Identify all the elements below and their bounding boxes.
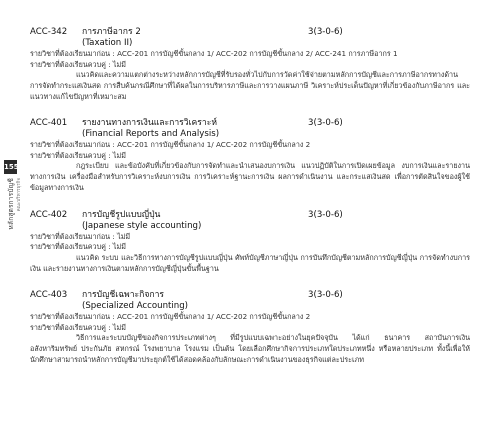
course-corequisite: รายวิชาที่ต้องเรียนควบคู่ : ไม่มี — [30, 150, 127, 160]
course-code: ACC-403 — [30, 290, 68, 301]
course-description: วิธีการและระบบบัญชีของกิจการประเภทต่างๆ ที่มีรูปแบบเฉพาะอย่างในยุคปัจจุบัน ได้แก่ ธนาคาร สถาบันการเงิน อสังหาริมทรัพย์ ประกันภัย สหกรณ์ โรงพยาบาล โรงแรม เป็นต้น โดยเลือกศึกษากิจการประเภทใดประเภทหนึ่ง หรือหลายประเภท ทั้งนี้เพื่อให้นักศึกษาสามารถนำหลักการบัญชีมาประยุกต์ใช้ได้สอดคล้องกับลักษณะการดำเนินงานของธุรกิจแต่ละประเภท — [30, 333, 470, 364]
course-title-english: (Specialized Accounting) — [82, 301, 189, 312]
course-entry — [30, 210, 470, 275]
course-prerequisite: รายวิชาที่ต้องเรียนมาก่อน : ACC-201 การบัญชีขั้นกลาง 1/ ACC-202 การบัญชีขั้นกลาง 2 — [30, 312, 311, 322]
course-credits: 3(3-0-6) — [308, 118, 343, 129]
course-header — [30, 27, 470, 38]
course-header — [30, 118, 470, 129]
course-corequisite: รายวิชาที่ต้องเรียนควบคู่ : ไม่มี — [30, 242, 127, 252]
course-prerequisite: รายวิชาที่ต้องเรียนมาก่อน : ไม่มี — [30, 231, 131, 241]
course-title-english: (Financial Reports and Analysis) — [82, 129, 220, 140]
course-header — [30, 290, 470, 301]
course-credits: 3(3-0-6) — [308, 27, 343, 37]
course-title-thai: การภาษีอากร 2 — [82, 27, 141, 37]
course-description: แนวคิดและความแตกต่างระหว่างหลักการบัญชีที่รับรองทั่วไปกับการวัดค่าใช้จ่ายตามหลักการบัญชีและการภาษีอากรทางด้านการจัดทำกระแสเงินสด การสืบค้นกรณีศึกษาที่ได้ผลในการบริหารภาษีและการวางแผนภาษี วิเคราะห์ประเด็นปัญหาที่เกี่ยวข้องกับภาษีอากร และแนวทางแก้ไขปัญหาที่เหมาะสม — [30, 70, 470, 101]
course-corequisite: รายวิชาที่ต้องเรียนควบคู่ : ไม่มี — [30, 59, 127, 69]
course-title-thai: การบัญชีรูปแบบญี่ปุ่น — [82, 209, 161, 220]
course-credits: 3(3-0-6) — [308, 209, 343, 220]
course-code: ACC-342 — [30, 27, 68, 37]
course-list — [30, 27, 470, 382]
page-number: 155 — [4, 160, 17, 174]
course-credits: 3(3-0-6) — [308, 290, 343, 301]
course-header — [30, 210, 470, 221]
course-entry — [30, 118, 470, 193]
side-section-sublabel: คณะบริหารธุรกิจ — [17, 178, 22, 212]
course-title-english: (Taxation II) — [82, 38, 133, 48]
side-section-label: หลักสูตรการบัญชี — [6, 178, 15, 230]
course-prerequisite: รายวิชาที่ต้องเรียนมาก่อน : ACC-201 การบัญชีขั้นกลาง 1/ ACC-202 การบัญชีขั้นกลาง 2 — [30, 140, 311, 150]
course-title-english: (Japanese style accounting) — [82, 220, 202, 231]
course-title-thai: รายงานทางการเงินและการวิเคราะห์ — [82, 118, 218, 129]
course-prerequisite: รายวิชาที่ต้องเรียนมาก่อน : ACC-201 การบัญชีขั้นกลาง 1/ ACC-202 การบัญชีขั้นกลาง 2/ ACC-241 การภาษีอากร 1 — [30, 49, 398, 58]
course-code: ACC-401 — [30, 118, 68, 129]
course-description: แนวคิด ระบบ และวิธีการทางการบัญชีรูปแบบญี่ปุ่น ศัพท์บัญชีภาษาญี่ปุ่น การบันทึกบัญชีตามหลักการบัญชีญี่ปุ่น การจัดทำงบการเงิน และรายงานทางการเงินตามหลักการบัญชีญี่ปุ่นขั้นพื้นฐาน — [30, 252, 470, 273]
course-entry — [30, 27, 470, 102]
course-entry — [30, 290, 470, 365]
course-code: ACC-402 — [30, 209, 68, 220]
course-description: กฎระเบียบ และข้อบังคับที่เกี่ยวข้องกับการจัดทำและนำเสนองบการเงิน แนวปฏิบัติในการเปิดเผยข้อมูล งบการเงินและรายงานทางการเงิน เครื่องมือสำหรับการวิเคราะห์งบการเงิน การวิเคราะห์ฐานะการเงิน ผลการดำเนินงาน และกระแสเงินสด เพื่อการตัดสินใจของผู้ใช้ข้อมูลทางการเงิน — [30, 161, 470, 192]
course-corequisite: รายวิชาที่ต้องเรียนควบคู่ : ไม่มี — [30, 322, 127, 332]
course-title-thai: การบัญชีเฉพาะกิจการ — [82, 290, 165, 301]
